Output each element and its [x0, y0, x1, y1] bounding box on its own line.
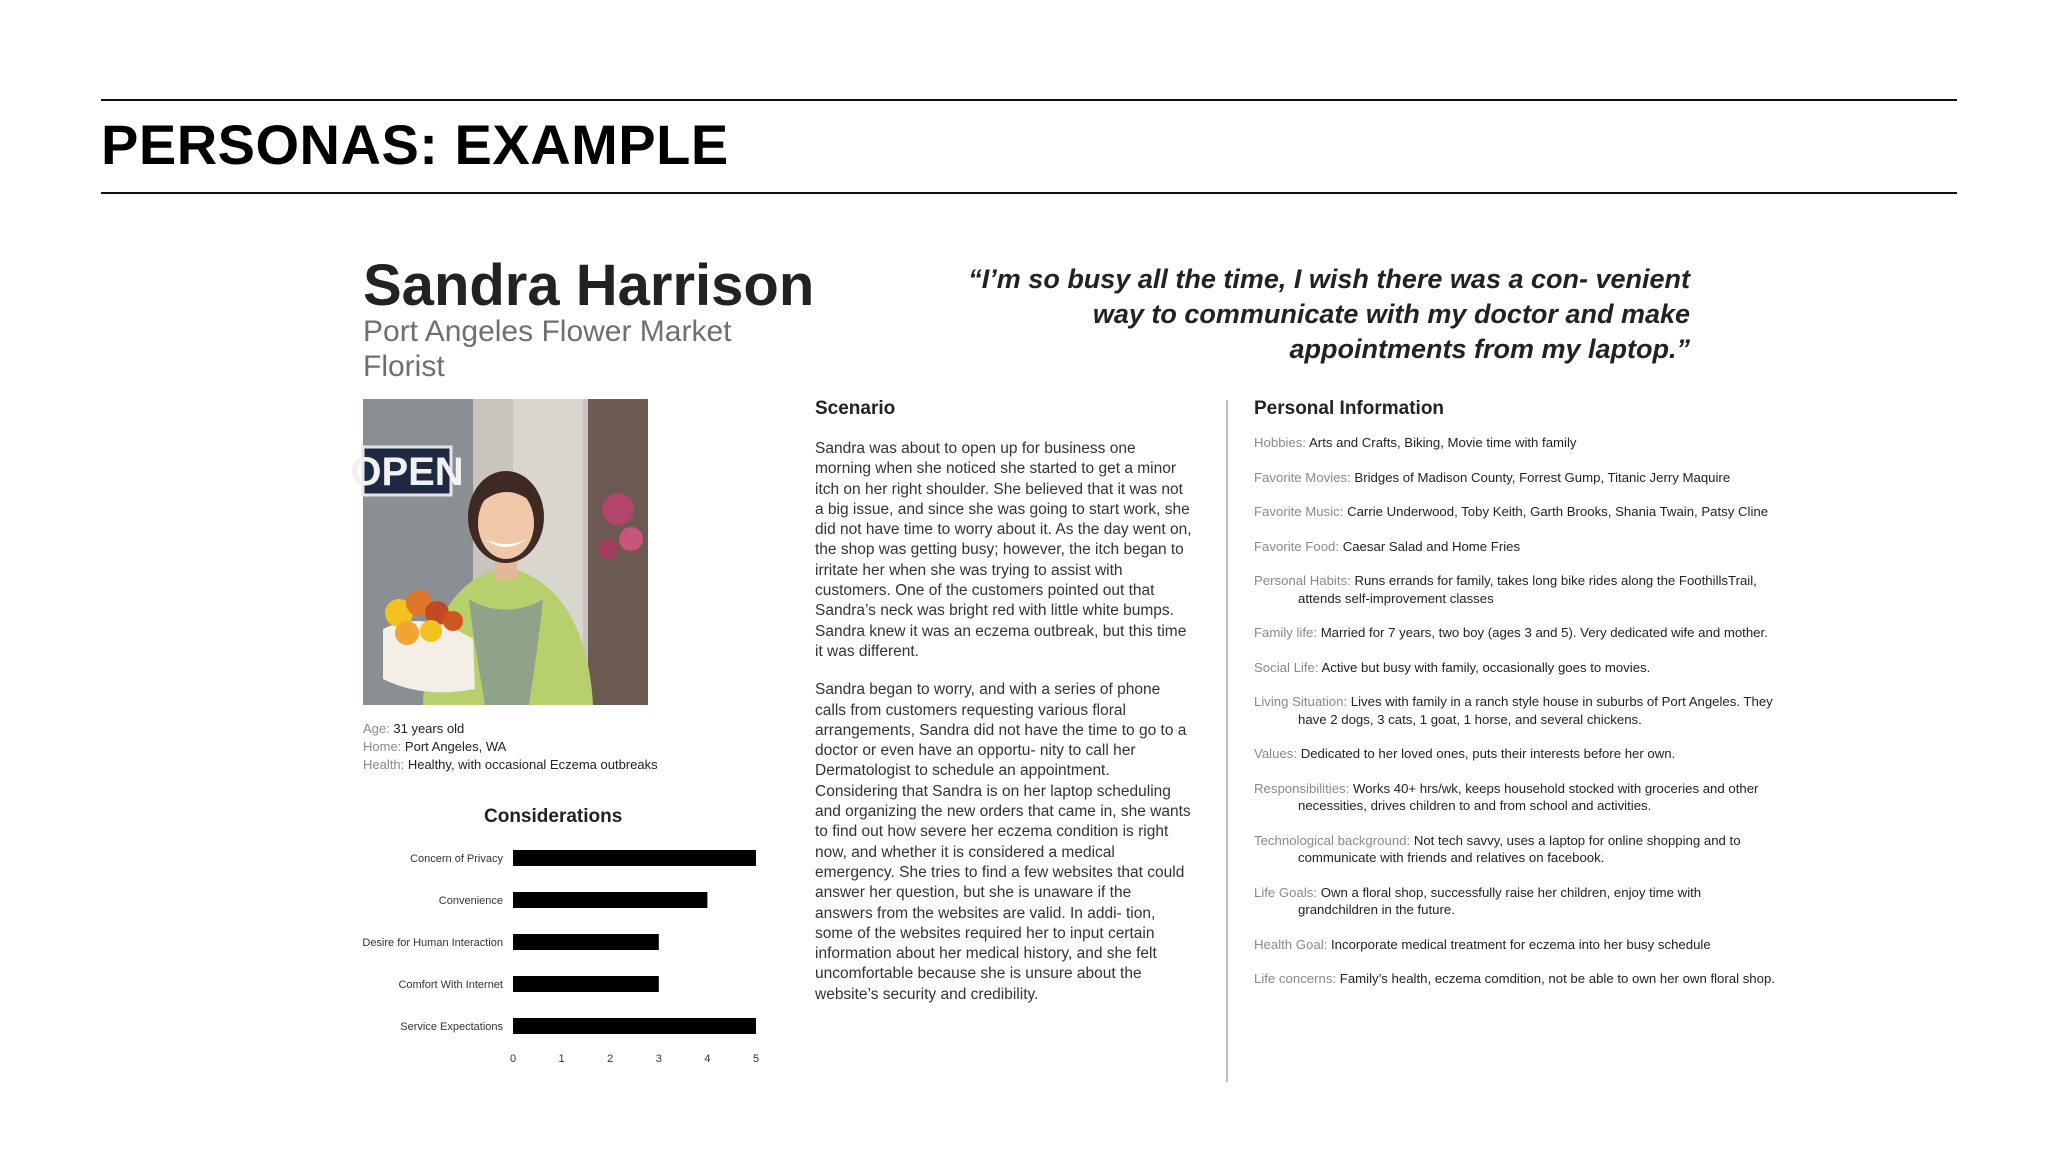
considerations-chart [330, 835, 770, 1085]
pi-item-values: Values: Dedicated to her loved ones, puts their interests before her own. [1254, 746, 1676, 761]
pi-item-family-life: Family life: Married for 7 years, two boy (ages 3 and 5). Very dedicated wife and mother. [1254, 625, 1768, 640]
scenario-paragraph: Sandra was about to open up for business one morning when she noticed she started to get a minor itch on her right shoulder. She believed that it was not a big issue, and since she was going to start work, she did not have time to worry about it. As the day went on, the shop was getting busy; however, the itch began to irritate her when she was trying to assist with customers. One of the customers pointed out that Sandra’s neck was bright red with little white bumps. Sandra knew it was an eczema outbreak, but this time it was different. [815, 440, 1192, 660]
persona-quote: “I’m so busy all the time, I wish there was a con- venient way to communicate with my doctor and make appointments from my laptop.” [968, 264, 1690, 364]
pi-item-life-concerns: Life concerns: Family’s health, eczema comdition, not be able to own her own floral shop. [1254, 971, 1775, 986]
pi-item-favorite-music: Favorite Music: Carrie Underwood, Toby Keith, Garth Brooks, Shania Twain, Patsy Cline [1254, 504, 1769, 519]
home-label: Home: [363, 739, 402, 754]
chart-tick-label: 0 [509, 1053, 517, 1065]
pi-item-social-life: Social Life: Active but busy with family, occasionally goes to movies. [1254, 659, 1651, 675]
chart-tick-label: 5 [752, 1053, 760, 1065]
title-underline [101, 192, 1957, 194]
persona-role: Florist [363, 350, 445, 383]
persona-company: Port Angeles Flower Market [363, 315, 732, 348]
pi-item-hobbies: Hobbies: Arts and Crafts, Biking, Movie time with family [1254, 435, 1577, 450]
health-label: Health: [363, 757, 405, 772]
scenario-body [815, 439, 1193, 1023]
scenario-paragraph: Sandra began to worry, and with a series of phone calls from customers requesting various floral arrangements, Sandra did not have the time to go to a doctor or even have an opportu- nity to call her Dermatologist to schedule an appointment. Considering that Sandra is on her laptop scheduling and organizing the new orders that came in, she wants to find out how severe her eczema condition is right now, and whether it is considered a medical emergency. She tries to find a few websites that could answer her question, but she is unaware if the answers from the websites are valid. In addi- tion, some of the websites required her to input certain information about her medical history, and she felt uncomfortable because she is unsure about the website’s security and credibility. [815, 681, 1191, 1003]
personal-information-list [1254, 434, 1779, 1005]
chart-bar [513, 892, 707, 908]
persona-photo [350, 399, 648, 705]
chart-bar [513, 1018, 756, 1034]
chart-category-label: Concern of Privacy [410, 853, 503, 865]
pi-item-technological-background: Technological background: Not tech savvy, uses a laptop for online shopping and to communicate with friends and relatives on facebook. [1254, 832, 1741, 865]
personal-information-heading: Personal Information [1254, 398, 1445, 419]
chart-tick-label: 3 [655, 1053, 662, 1065]
chart-tick-label: 4 [704, 1053, 711, 1065]
pi-item-personal-habits: Personal Habits: Runs errands for family, takes long bike rides along the FoothillsTrail, attends self-improvement classes [1254, 573, 1757, 606]
chart-bar [513, 850, 756, 866]
pi-item-health-goal: Health Goal: Incorporate medical treatment for eczema into her busy schedule [1254, 936, 1711, 952]
persona-age [363, 721, 464, 736]
considerations-title: Considerations [484, 806, 623, 827]
chart-tick-label: 2 [607, 1053, 614, 1065]
scenario-heading: Scenario [815, 398, 896, 419]
chart-category-label: Desire for Human Interaction [362, 937, 503, 949]
age-value: 31 years old [393, 721, 465, 736]
column-divider [1226, 400, 1228, 1082]
home-value: Port Angeles, WA [404, 739, 507, 754]
open-sign-text: OPEN [350, 450, 464, 494]
chart-bar [513, 934, 659, 950]
chart-bar [513, 976, 659, 992]
pi-item-life-goals: Life Goals: Own a floral shop, successfully raise her children, enjoy time with grandchildren in the future. [1254, 884, 1702, 917]
chart-category-label: Convenience [438, 895, 503, 907]
health-value: Healthy, with occasional Eczema outbreaks [407, 757, 658, 772]
pi-item-responsibilities: Responsibilities: Works 40+ hrs/wk, keeps household stocked with groceries and other necessities, drives children to and from school and activities. [1254, 780, 1759, 813]
slide-title: PERSONAS: EXAMPLE [101, 113, 729, 176]
pi-item-favorite-movies: Favorite Movies: Bridges of Madison County, Forrest Gump, Titanic Jerry Maquire [1254, 469, 1731, 485]
chart-tick-label: 1 [558, 1053, 565, 1065]
top-rule [101, 99, 1957, 101]
persona-photo-illustration [350, 399, 648, 705]
pi-item-living-situation: Living Situation: Lives with family in a ranch style house in suburbs of Port Angeles. They have 2 dogs, 3 cats, 1 goat, 1 horse, and several chickens. [1254, 694, 1773, 727]
chart-category-label: Service Expectations [400, 1021, 503, 1033]
persona-home [363, 739, 506, 754]
persona-health [363, 757, 658, 772]
chart-category-label: Comfort With Internet [398, 979, 503, 991]
pi-item-favorite-food: Favorite Food: Caesar Salad and Home Fries [1254, 538, 1521, 554]
persona-name: Sandra Harrison [363, 253, 815, 318]
age-label: Age: [363, 721, 390, 736]
